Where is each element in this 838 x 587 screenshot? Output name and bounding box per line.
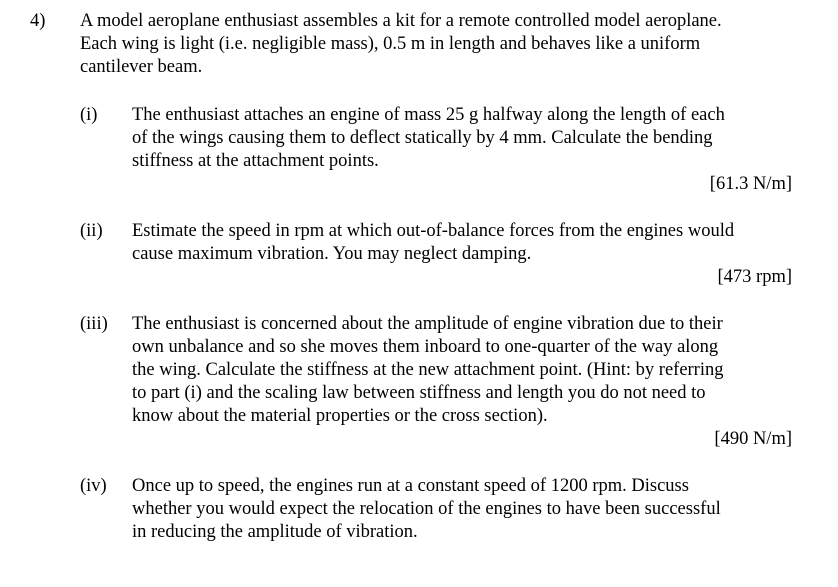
intro-line: cantilever beam. — [80, 57, 203, 77]
intro-line: Each wing is light (i.e. negligible mass), 0.5 m in length and behaves like a uniform — [80, 34, 701, 54]
part-text-line: to part (i) and the scaling law between stiffness and length you do not need to — [132, 383, 706, 403]
part-text-line: The enthusiast is concerned about the amplitude of engine vibration due to their — [132, 314, 723, 334]
part-text-line: stiffness at the attachment points. — [132, 151, 379, 171]
part-text-line: whether you would expect the relocation of the engines to have been successful — [132, 499, 721, 519]
part-text-line: Once up to speed, the engines run at a constant speed of 1200 rpm. Discuss — [132, 476, 689, 496]
part-text-line: own unbalance and so she moves them inboard to one-quarter of the way along — [132, 337, 719, 357]
intro-line: A model aeroplane enthusiast assembles a kit for a remote controlled model aeroplane. — [80, 11, 722, 31]
part-label: (i) — [80, 105, 98, 125]
part-answer: [61.3 N/m] — [709, 174, 792, 194]
part-label: (iii) — [80, 314, 108, 334]
part-text-line: Estimate the speed in rpm at which out-of-balance forces from the engines would — [132, 221, 735, 241]
part-label: (iv) — [80, 476, 107, 496]
question-number: 4) — [30, 11, 46, 31]
part-text-line: know about the material properties or the cross section). — [132, 406, 548, 426]
part-text-line: the wing. Calculate the stiffness at the new attachment point. (Hint: by referring — [132, 360, 724, 380]
part-text-line: of the wings causing them to deflect statically by 4 mm. Calculate the bending — [132, 128, 713, 148]
part-text-line: cause maximum vibration. You may neglect damping. — [132, 244, 532, 264]
part-answer: [473 rpm] — [717, 267, 792, 287]
part-label: (ii) — [80, 221, 103, 241]
part-text-line: The enthusiast attaches an engine of mass 25 g halfway along the length of each — [132, 105, 725, 125]
part-answer: [490 N/m] — [714, 429, 792, 449]
part-text-line: in reducing the amplitude of vibration. — [132, 522, 418, 542]
